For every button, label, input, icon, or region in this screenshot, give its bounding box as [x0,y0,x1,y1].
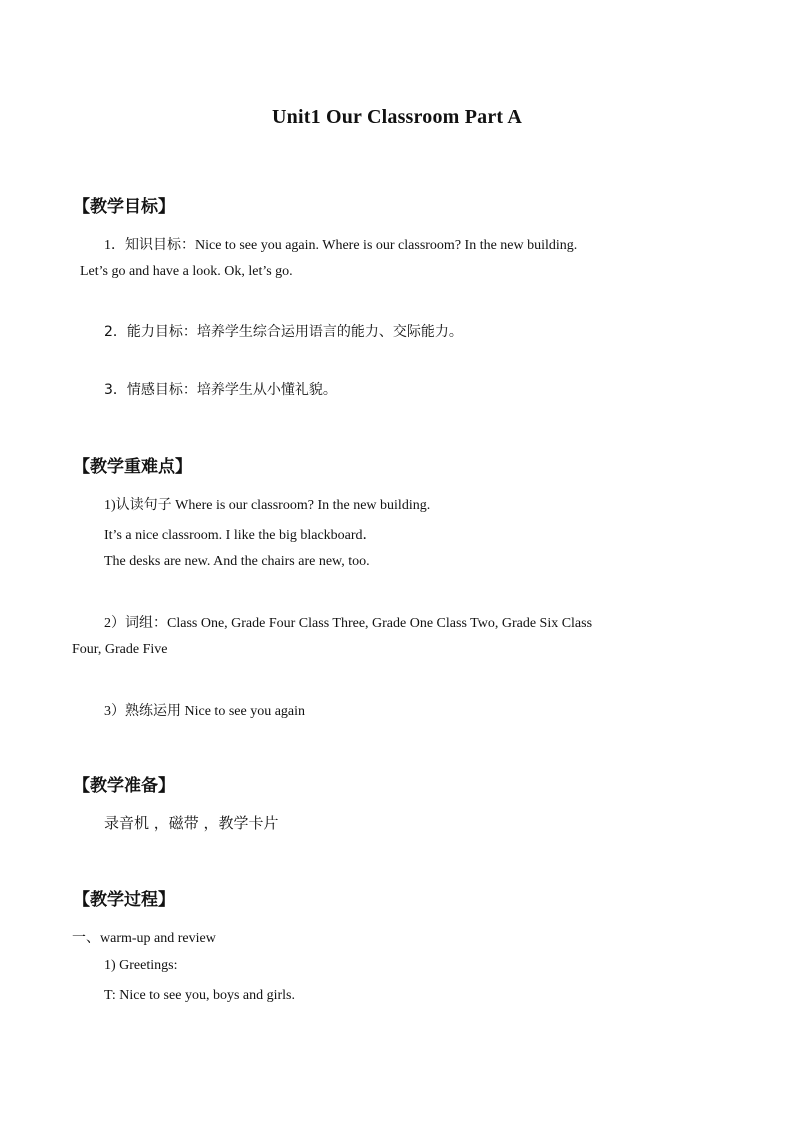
key-point-1-line1: 1)认读句子 Where is our classroom? In the new building. [104,498,431,513]
section-heading-process: 【教学过程】 [73,890,175,910]
objective-emotion: 3．情感目标：培养学生从小懂礼貌。 [104,382,337,398]
process-step-1-line: T: Nice to see you, boys and girls. [104,988,295,1003]
key-point-1-line2: It’s a nice classroom. I like the big blackboard． [104,528,377,543]
preparation-items: 录音机 ，磁带 ，教学卡片 [104,814,279,832]
section-heading-preparation: 【教学准备】 [73,776,175,796]
process-step-1-sub: 1) Greetings: [104,958,178,973]
key-point-2-line1: 2）词组：Class One, Grade Four Class Three, Grade One Class Two, Grade Six Class [104,616,593,631]
objective-ability: 2．能力目标：培养学生综合运用语言的能力、交际能力。 [104,324,463,340]
process-step-1: 一、warm-up and review [72,931,216,946]
objective-knowledge-line1: 1．知识目标：Nice to see you again. Where is our classroom? In the new building. [104,238,578,253]
section-heading-objectives: 【教学目标】 [73,197,175,217]
document-title: Unit1 Our Classroom Part A [271,106,522,128]
objective-knowledge-line2: Let’s go and have a look. Ok, let’s go. [80,264,293,279]
section-heading-key-points: 【教学重难点】 [73,457,192,477]
key-point-1-line3: The desks are new. And the chairs are new, too. [104,554,370,569]
key-point-2-line2: Four, Grade Five [72,642,168,657]
key-point-3: 3）熟练运用 Nice to see you again [104,704,306,719]
